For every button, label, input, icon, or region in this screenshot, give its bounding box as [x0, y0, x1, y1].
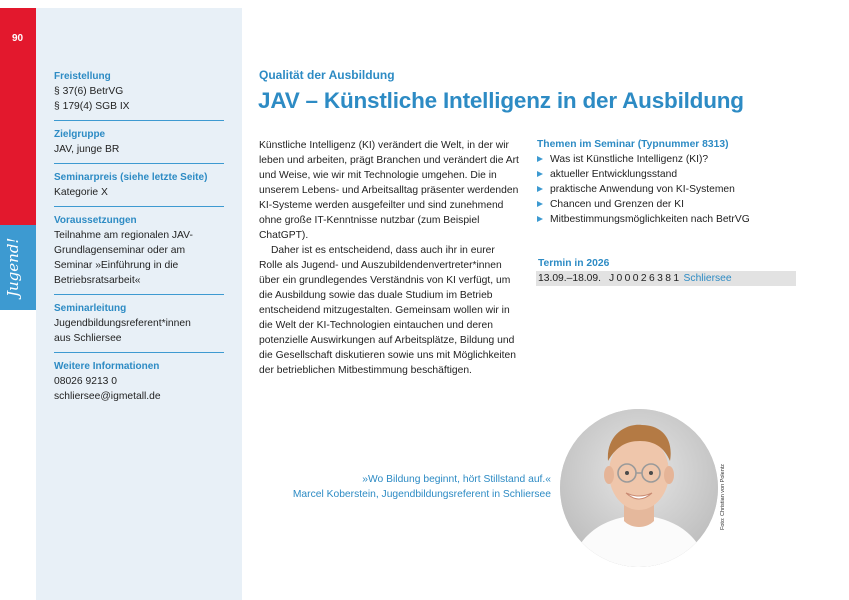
sidebar-section-title: Seminarpreis (siehe letzte Seite): [54, 172, 208, 183]
bullet-triangle-icon: [537, 216, 543, 222]
topic-label: Was ist Künstliche Intelligenz (KI)?: [550, 154, 709, 165]
body-text: [259, 138, 521, 378]
body-paragraph-2: Daher ist es entscheidend, dass auch ihr in eurer Rolle als Jugend- und Auszubildendenvertreter*innen über ein grundlegendes Verständnis von KI verfügt, um die Ausbildung sowie das duale Studium im Betrieb entscheidend mitzugestalten. Gemeinsam wollen wir in die Welt der KI-Technologien eintauchen und deren potenzielle Auswirkungen auf Arbeitsplätze, Bildung und die Gesellschaft diskutieren sowie uns mit Möglichkeiten der betrieblichen Mitbestimmung beschäftigen.: [259, 245, 516, 376]
sidebar-line: JAV, junge BR: [54, 144, 120, 155]
sidebar-line: Kategorie X: [54, 187, 108, 198]
topic-item: [537, 152, 807, 167]
info-sidebar: [36, 8, 242, 600]
sidebar-line: Grundlagenseminar oder am: [54, 245, 186, 256]
bullet-triangle-icon: [537, 201, 543, 207]
sidebar-line: Jugendbildungsreferent*innen: [54, 318, 191, 329]
sidebar-section-seminarleitung: [54, 294, 224, 352]
topic-label: Chancen und Grenzen der KI: [550, 199, 684, 210]
photo-credit: Foto: Christian von Polentz: [720, 463, 726, 530]
sidebar-section-zielgruppe: [54, 120, 224, 163]
topic-item: [537, 197, 807, 212]
topics-list: [537, 138, 807, 227]
quote-block: [255, 472, 551, 502]
termin-code: J00026381: [608, 273, 682, 284]
phone-number: 08026 9213 0: [54, 376, 117, 387]
sidebar-section-title: Weitere Informationen: [54, 361, 160, 372]
sidebar-line: aus Schliersee: [54, 333, 122, 344]
termin-date: 13.09.–18.09.: [538, 273, 601, 284]
body-paragraph-1: Künstliche Intelligenz (KI) verändert die Welt, in der wir leben und arbeiten, prägt Branchen und verändert die Art und Weise, wie wir mit Technologie umgehen. Die in unserem Lebens- und Arbeitsalltag präsenter werdenden KI-Systeme werden ausgefeilter und sind zunehmend ohne große IT-Kenntnisse nutzbar (zum Beispiel ChatGPT).: [259, 140, 519, 241]
bullet-triangle-icon: [537, 186, 543, 192]
sidebar-section-voraussetzungen: [54, 206, 224, 294]
sidebar-section-freistellung: [54, 70, 224, 120]
topic-label: Mitbestimmungsmöglichkeiten nach BetrVG: [550, 214, 750, 225]
sidebar-section-weitere-informationen: [54, 352, 224, 410]
portrait-illustration: [560, 409, 718, 567]
bullet-triangle-icon: [537, 156, 543, 162]
bullet-triangle-icon: [537, 171, 543, 177]
sidebar-line: § 37(6) BetrVG: [54, 86, 124, 97]
page-title: JAV – Künstliche Intelligenz in der Ausbildung: [258, 88, 744, 113]
termin-place: Schliersee: [683, 273, 732, 284]
sidebar-line: § 179(4) SGB IX: [54, 101, 130, 112]
brand-logo: Jugend!: [4, 237, 22, 297]
sidebar-section-title: Freistellung: [54, 71, 111, 82]
email-address: schliersee@igmetall.de: [54, 391, 161, 402]
sidebar-line: Betriebsratsarbeit«: [54, 275, 141, 286]
topic-item: [537, 212, 807, 227]
sidebar-line: Teilnahme am regionalen JAV-: [54, 230, 193, 241]
quote-author: Marcel Koberstein, Jugendbildungsreferent in Schliersee: [292, 489, 551, 500]
sidebar-section-title: Voraussetzungen: [54, 215, 137, 226]
topics-title: Themen im Seminar (Typnummer 8313): [537, 139, 729, 150]
portrait-photo: [560, 409, 718, 567]
topic-item: [537, 167, 807, 182]
page-number: 90: [12, 33, 24, 44]
topic-item: [537, 182, 807, 197]
sidebar-line: Seminar »Einführung in die: [54, 260, 179, 271]
sidebar-section-title: Zielgruppe: [54, 129, 106, 140]
section-kicker: Qualität der Ausbildung: [259, 68, 395, 82]
termin-title: Termin in 2026: [538, 258, 610, 269]
termin-row: [536, 271, 796, 286]
sidebar-section-title: Seminarleitung: [54, 303, 127, 314]
topic-label: aktueller Entwicklungsstand: [550, 169, 678, 180]
topic-label: praktische Anwendung von KI-Systemen: [550, 184, 735, 195]
sidebar-section-seminarpreis: [54, 163, 224, 206]
sidebar-sections: [54, 70, 224, 410]
quote-text: »Wo Bildung beginnt, hört Stillstand auf.«: [362, 474, 551, 485]
